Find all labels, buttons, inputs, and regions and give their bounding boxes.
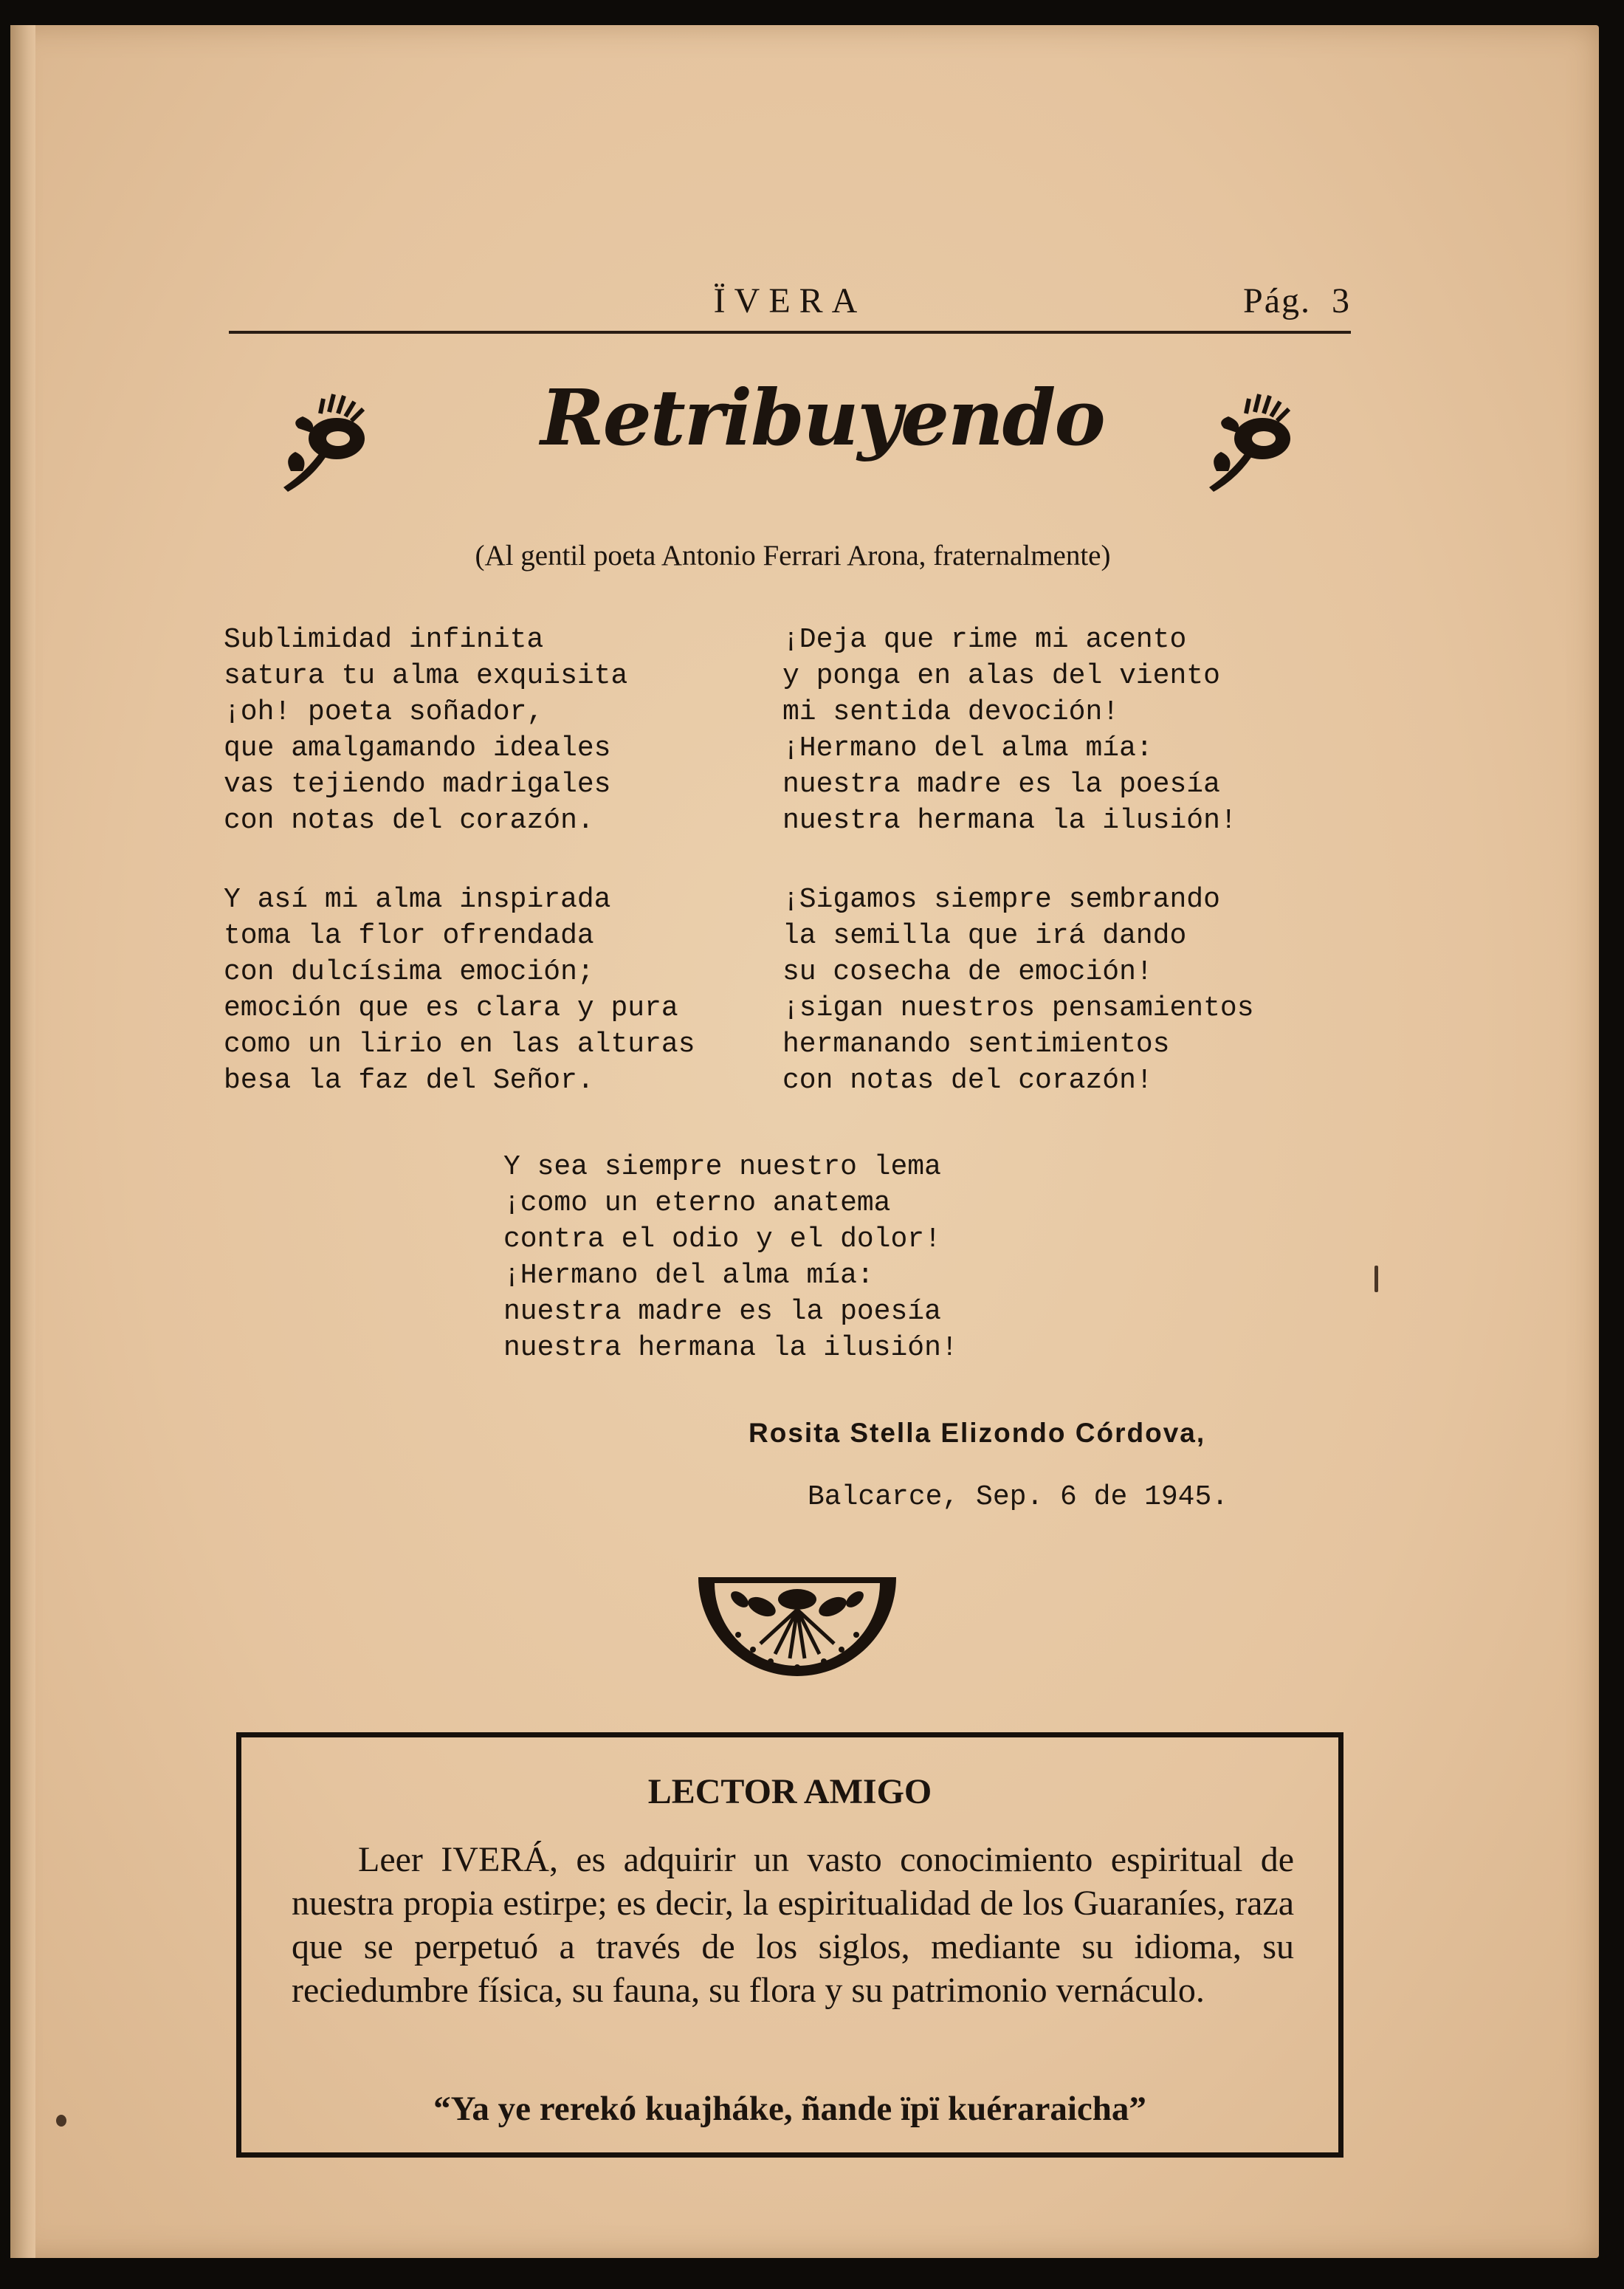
page-spine xyxy=(10,25,35,2258)
notice-body: Leer IVERÁ, es adquirir un vasto conocimiento espiritual de nuestra propia estirpe; es decir, la espiritualidad de los Guaraníes, raza que se perpetuó a través de los siglos, mediante su idioma, su reciedumbre física, su fauna, su flora y su patrimonio vernáculo. xyxy=(292,1840,1294,2010)
header-rule xyxy=(229,331,1351,334)
stanza-left-1: Sublimidad infinita satura tu alma exquisita ¡oh! poeta soñador, que amalgamando ideales vas tejiendo madrigales con notas del corazón. xyxy=(224,624,628,837)
notice-title: LECTOR AMIGO xyxy=(647,1772,932,1811)
stanza-left-2: Y así mi alma inspirada toma la flor ofrendada con dulcísima emoción; emoción que es clara y pura como un lirio en las alturas besa la faz del Señor. xyxy=(224,884,695,1097)
page-number xyxy=(1243,281,1351,321)
page-number-value: 3 xyxy=(1332,281,1351,320)
stanza-center: Y sea siempre nuestro lema ¡como un eterno anatema contra el odio y el dolor! ¡Hermano del alma mía: nuestra madre es la poesía nuestra hermana la ilusión! xyxy=(503,1151,958,1364)
flower-ornament-icon xyxy=(1194,384,1298,495)
page-label: Pág. xyxy=(1243,281,1311,320)
reader-notice-box xyxy=(236,1732,1343,2158)
stanza-right-1: ¡Deja que rime mi acento y ponga en alas del viento mi sentida devoción! ¡Hermano del alma mía: nuestra madre es la poesía nuestra hermana la ilusión! xyxy=(782,624,1237,837)
fan-ornament-icon xyxy=(694,1573,901,1684)
poem-author: Rosita Stella Elizondo Córdova, xyxy=(749,1418,1206,1448)
magazine-title: ÏVERA xyxy=(713,281,867,320)
paper-speck xyxy=(1374,1266,1378,1292)
paper-speck xyxy=(56,2115,66,2127)
magazine-page xyxy=(10,25,1599,2258)
poem-place-date: Balcarce, Sep. 6 de 1945. xyxy=(808,1481,1229,1513)
stanza-right-2: ¡Sigamos siempre sembrando la semilla que irá dando su cosecha de emoción! ¡sigan nuestros pensamientos hermanando sentimientos con notas del corazón! xyxy=(782,884,1254,1097)
notice-motto: “Ya ye rerekó kuajháke, ñande ïpï kuéraraicha” xyxy=(433,2090,1146,2128)
poem-title: Retribuyendo xyxy=(540,372,1104,463)
running-header xyxy=(229,276,1351,335)
poem-dedication: (Al gentil poeta Antonio Ferrari Arona, fraternalmente) xyxy=(475,540,1111,572)
